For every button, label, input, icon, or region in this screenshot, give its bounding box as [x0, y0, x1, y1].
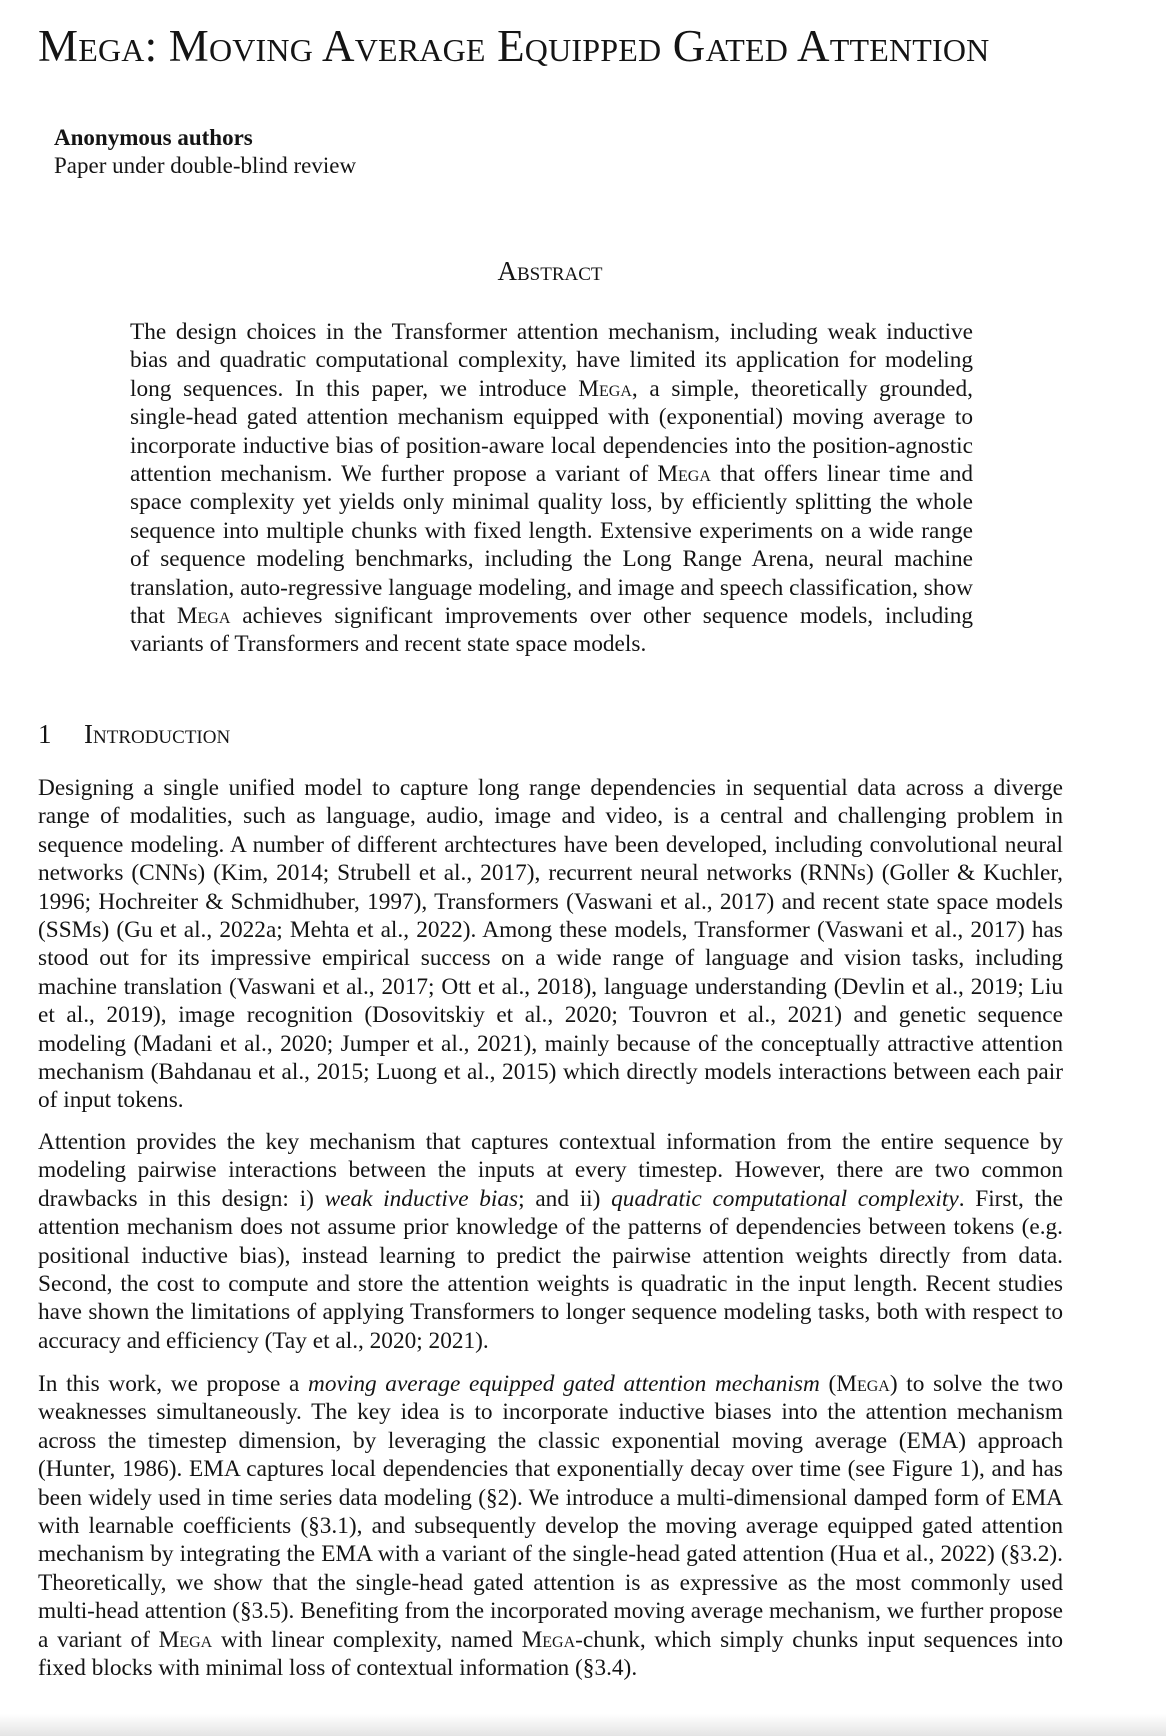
intro-paragraph-1: Designing a single unified model to capture long range dependencies in sequential data across a diverge range of modalities, such as language, audio, image and video, is a central and challenging problem in sequence modeling. A number of different archtectures have been developed, including convolutional neural networks (CNNs) (Kim, 2014; Strubell et al., 2017), recurrent neural networks (RNNs) (Goller & Kuchler, 1996; Hochreiter & Schmidhuber, 1997), Transformers (Vaswani et al., 2017) and recent state space models (SSMs) (Gu et al., 2022a; Mehta et al., 2022). Among these models, Transformer (Vaswani et al., 2017) has stood out for its impressive empirical success on a wide range of language and vision tasks, including machine translation (Vaswani et al., 2017; Ott et al., 2018), language understanding (Devlin et al., 2019; Liu et al., 2019), image recognition (Dosovitskiy et al., 2020; Touvron et al., 2021) and genetic sequence modeling (Madani et al., 2020; Jumper et al., 2021), mainly because of the conceptually attractive attention mechanism (Bahdanau et al., 2015; Luong et al., 2015) which directly models interactions between each pair of input tokens.	[38, 775, 1063, 1114]
intro-paragraph-3	[38, 1370, 1063, 1682]
paragraph-text-part: (	[819, 1371, 837, 1397]
intro-paragraph-2	[38, 1128, 1063, 1355]
paragraph-text-part: Attention provides the key mechanism that captures contextual information from the entire sequence by modeling pairwise interactions between the inputs at every timestep. However, there are two common drawbacks in this design: i)	[38, 1129, 1063, 1212]
emphasis-quadratic-complexity: quadratic computational complexity	[611, 1185, 959, 1212]
mega-name: Mega	[521, 1626, 576, 1653]
section-title: Introduction	[84, 719, 231, 749]
paragraph-text-part: . First, the attention mechanism does not assume prior knowledge of the patterns of dependencies between tokens (e.g. positional inductive bias), instead learning to predict the pairwise attention weights directly from data. Second, the cost to compute and store the attention weights is quadratic in the input length. Recent studies have shown the limitations of applying Transformers to longer sequence modeling tasks, both with respect to accuracy and efficiency (Tay et al., 2020; 2021).	[38, 1185, 1063, 1354]
mega-name: Mega	[836, 1371, 890, 1397]
abstract-text-part: The design choices in the Transformer attention mechanism, including weak inductive bias and quadratic computational complexity, have limited its application for modeling long sequences. In this paper, we introduce	[130, 319, 973, 402]
abstract-heading: Abstract	[497, 256, 603, 286]
paragraph-text-part: ) to solve the two weaknesses simultaneously. The key idea is to incorporate inductive biases into the attention mechanism across the timestep dimension, by leveraging the classic exponential moving average (EMA) approach (Hunter, 1986). EMA captures local dependencies that exponentially decay over time (see Figure 1), and has been widely used in time series data modeling (§2). We introduce a multi-dimensional damped form of EMA with learnable coefficients (§3.1), and subsequently develop the moving average equipped gated attention mechanism by integrating the EMA with a variant of the single-head gated attention (Hua et al., 2022) (§3.2). Theoretically, we show that the single-head gated attention is as expressive as the most commonly used multi-head attention (§3.5). Benefiting from the incorporated moving average mechanism, we further propose a variant of	[38, 1371, 1063, 1653]
paragraph-text-part: ; and ii)	[518, 1185, 612, 1212]
abstract-text-part: achieves significant improvements over other sequence models, including variants of Transformers and recent state space models.	[130, 603, 973, 658]
emphasis-weak-inductive-bias: weak inductive bias	[324, 1185, 519, 1212]
abstract-text-part: that offers linear time and space complexity yet yields only minimal quality loss, by efficiently splitting the whole sequence into multiple chunks with fixed length. Extensive experiments on a wide range of sequence modeling benchmarks, including the Long Range Arena, neural machine translation, auto-regressive language modeling, and image and speech classification, show that	[130, 461, 973, 630]
abstract-text	[130, 318, 973, 659]
page-bottom-shadow	[0, 1714, 1166, 1736]
paper-title: Mega: Moving Average Equipped Gated Attention	[38, 21, 990, 71]
emphasis-mega-definition: moving average equipped gated attention mechanism	[308, 1371, 820, 1397]
paragraph-text-part: with linear complexity, named	[212, 1626, 522, 1653]
mega-name: Mega	[158, 1626, 213, 1653]
abstract-text-part: , a simple, theoretically grounded, single-head gated attention mechanism equipped with (exponential) moving average to incorporate inductive bias of position-aware local dependencies into the position-agnostic attention mechanism. We further propose a variant of	[130, 375, 973, 488]
paragraph-text-part: -chunk, which simply chunks input sequences into fixed blocks with minimal loss of contextual information (§3.4).	[38, 1626, 1063, 1682]
author-block	[54, 124, 356, 180]
section-number: 1	[38, 719, 52, 749]
author-name: Anonymous authors	[54, 125, 253, 150]
review-note: Paper under double-blind review	[54, 153, 357, 178]
section-heading-introduction	[38, 719, 230, 750]
mega-name: Mega	[176, 603, 231, 630]
paragraph-text-part: In this work, we propose a	[38, 1371, 309, 1397]
mega-name: Mega	[657, 461, 711, 488]
mega-name: Mega	[578, 375, 632, 402]
